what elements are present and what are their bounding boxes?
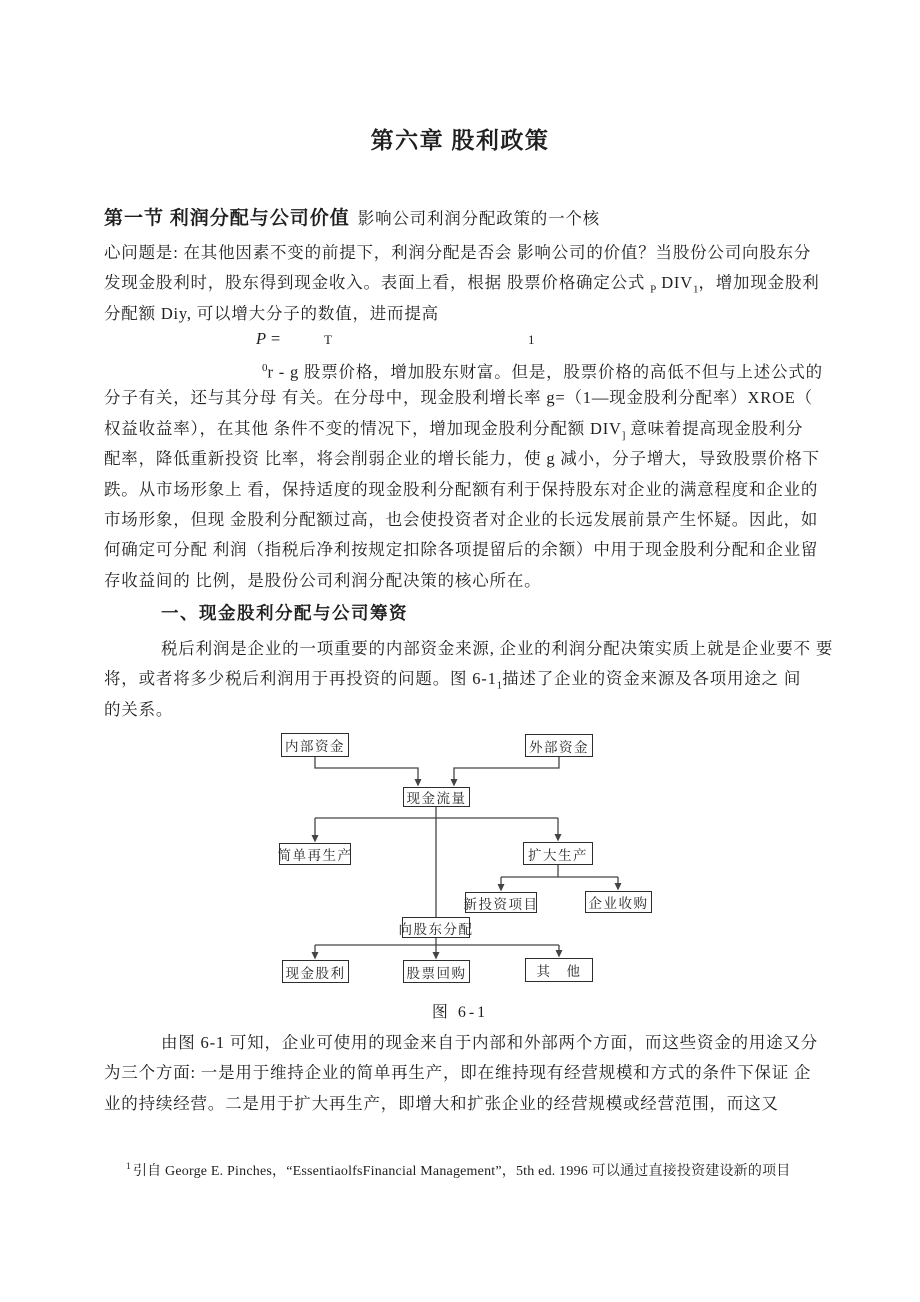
- node-distribute-to-shareholders: 向股东分配: [402, 917, 470, 938]
- footnote: [126, 1160, 790, 1180]
- doc-title: 第六章 股利政策: [370, 128, 550, 153]
- body-text: 意味着提高现金股利分: [625, 418, 804, 438]
- body-line: 何确定可分配 利润（指税后净利按规定扣除各项提留后的余额）中用于现金股利分配和企业留: [104, 540, 819, 560]
- formula-fragment: [104, 329, 816, 353]
- body-line: [104, 664, 874, 694]
- subscript-bracket: ]: [621, 429, 626, 442]
- superscript-0: 0: [262, 362, 268, 374]
- subscript-p: P: [650, 283, 657, 296]
- node-new-investment-project: 新投资项目: [465, 892, 537, 913]
- body-text: 将，或者将多少税后利润用于再投资的问题。图 6-1: [104, 669, 497, 689]
- body-line: [104, 414, 874, 444]
- body-line: 为三个方面: 一是用于维持企业的简单再生产，即在维持现有经营规模和方式的条件下保证 企: [104, 1063, 812, 1083]
- paragraph-3: [104, 634, 874, 725]
- paragraph-4: [104, 1028, 874, 1119]
- subscript-1: 1: [692, 283, 699, 296]
- body-line: 由图 6-1 可知，企业可使用的现金来自于内部和外部两个方面，而这些资金的用途又分: [161, 1033, 819, 1052]
- body-line: 跌。从市场形象上 看，保持适度的现金股利分配额有利于保持股东对企业的满意程度和企业的: [104, 479, 819, 499]
- body-line: 分配额 Diy, 可以增大分子的数值，进而提高: [104, 303, 439, 323]
- node-cash-flow: 现金流量: [403, 787, 470, 807]
- paragraph-2: [104, 353, 874, 596]
- body-text: 权益收益率），在其他 条件不变的情况下，增加现金股利分配额 DIV: [104, 418, 622, 438]
- body-line: 分子有关，还与其分母 有关。在分母中，现金股利增长率 g=（1—现金股利分配率）XROE（: [104, 388, 813, 408]
- node-stock-buyback: 股票回购: [403, 960, 470, 983]
- figure-6-1-flowchart: [270, 731, 680, 989]
- node-external-funds: 外部资金: [525, 734, 593, 757]
- footnote-ref-1: 1: [496, 679, 503, 692]
- node-enterprise-acquisition: 企业收购: [585, 891, 652, 913]
- node-cash-dividend: 现金股利: [282, 960, 349, 983]
- paragraph-1: [104, 238, 874, 329]
- body-line: 业的持续经营。二是用于扩大再生产，即增大和扩张企业的经营规模或经营范围，而这又: [104, 1093, 779, 1113]
- section-heading: 第一节 利润分配与公司价值: [104, 208, 350, 229]
- formula-p-equals: P =: [256, 329, 282, 348]
- body-line: 存收益间的 比例，是股份公司利润分配决策的核心所在。: [104, 570, 542, 590]
- body-text: DIV: [661, 273, 693, 293]
- body-text: 描述了企业的资金来源及各项用途之 间: [502, 669, 802, 689]
- node-other: 其 他: [525, 958, 593, 982]
- formula-1: 1: [528, 332, 535, 347]
- body-text: r - g 股票价格，增加股东财富。但是，股票价格的高低不但与上述公式的: [267, 362, 823, 382]
- section-heading-tail: 影响公司利润分配政策的一个核: [357, 209, 600, 228]
- body-text: ，增加现金股利: [698, 273, 820, 293]
- body-line: 的关系。: [104, 699, 174, 719]
- formula-t: T: [324, 332, 332, 347]
- body-line: 配率，降低重新投资 比率，将会削弱企业的增长能力，使 g 减小，分子增大，导致股票价格下: [104, 449, 820, 469]
- body-line: 心问题是: 在其他因素不变的前提下，利润分配是否会 影响公司的价值？当股份公司向股东分: [104, 243, 812, 262]
- body-text: 发现金股利时，股东得到现金收入。表面上看，根据 股票价格确定公式: [104, 273, 651, 293]
- node-expanded-production: 扩大生产: [523, 842, 593, 865]
- footnote-text: 引自 George E. Pinches，“EssentiaolfsFinancial Management”，5th ed. 1996 可以通过直接投资建设新的项目: [132, 1164, 791, 1179]
- figure-caption: 图 6-1: [431, 1004, 489, 1021]
- subheading-1: 一、现金股利分配与公司筹资: [161, 603, 408, 623]
- node-internal-funds: 内部资金: [281, 733, 349, 757]
- body-line: [104, 353, 874, 383]
- body-line: 税后利润是企业的一项重要的内部资金来源, 企业的利润分配决策实质上就是企业要不 要: [161, 639, 834, 658]
- section-heading-line: [104, 203, 864, 230]
- footnote-marker: 1: [126, 1162, 131, 1173]
- body-line: [104, 268, 874, 298]
- body-line: 市场形象，但现 金股利分配额过高，也会使投资者对企业的长远发展前景产生怀疑。因此，如: [104, 509, 819, 529]
- node-simple-reproduction: 简单再生产: [279, 843, 351, 865]
